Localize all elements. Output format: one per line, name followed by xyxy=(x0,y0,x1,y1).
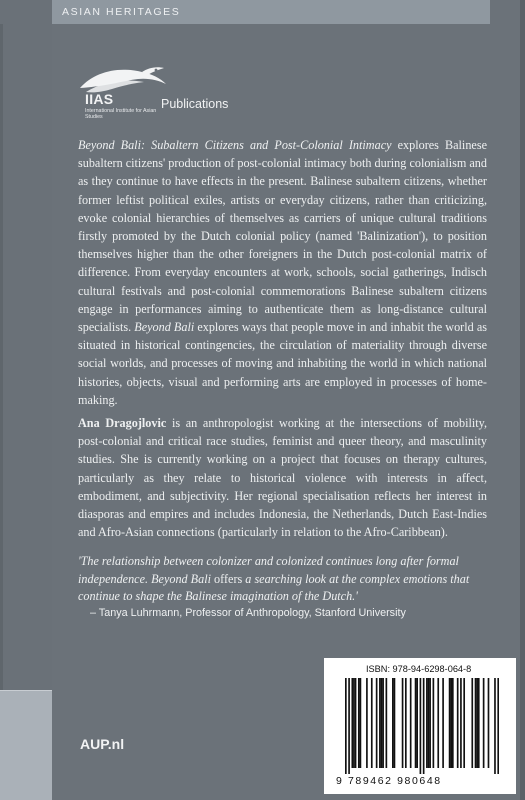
publications-label: Publications xyxy=(161,97,229,111)
cover-edge xyxy=(0,24,3,800)
barcode-bar xyxy=(497,678,499,774)
barcode-bar xyxy=(442,678,444,768)
quote-text-2: a searching look at the complex emotions that continue to shape the Balinese imagination of the Dutch.' xyxy=(78,571,470,604)
isbn-barcode xyxy=(345,678,499,774)
barcode-bar xyxy=(358,678,360,768)
barcode-bar xyxy=(483,678,485,768)
isbn-label: ISBN: 978-94-6298-064-8 xyxy=(366,664,472,674)
barcode-bar xyxy=(433,678,435,768)
barcode-bar xyxy=(402,678,404,768)
barcode-bar xyxy=(376,678,378,768)
blurb-text-1: explores Balinese subaltern citizens' production of post-colonial intimacy both during colonialism and as they continue to have effects in the present. Balinese subaltern citizens, whether former leftist political exiles, artists or everyday citizens, rather than criticizing, evoke colonial hierarchies of themselves as carriers of unique cultural traditions firstly promoted by the Dutch colonial policy (named 'Balinization'), to position themselves higher than the other foreigners in the Dutch post-colonial matrix of difference. From everyday encounters at work, schools, social gatherings, Indisch cultural festivals and post-colonial commemorations Balinese subaltern citizens engage in performances aiming to authenticate them as long-distance cultural specialists. xyxy=(78,138,487,335)
quote-attribution: – Tanya Luhrmann, Professor of Anthropology, Stanford University xyxy=(90,607,406,619)
barcode-bar xyxy=(382,678,384,768)
barcode-bar xyxy=(345,678,347,774)
barcode-bar xyxy=(478,678,480,768)
author-name: Ana Dragojlovic xyxy=(78,416,167,430)
barcode-bar xyxy=(428,678,430,768)
iias-logo xyxy=(78,62,228,124)
barcode-bar xyxy=(394,678,396,768)
book-title-short: Beyond Bali xyxy=(134,320,195,335)
spine-strip xyxy=(0,0,52,800)
barcode-bar xyxy=(429,678,431,768)
barcode-bar xyxy=(386,678,388,768)
quote-upright: offers xyxy=(214,571,243,586)
barcode-bar xyxy=(371,678,373,768)
barcode-bar xyxy=(437,678,439,768)
barcode-bar xyxy=(379,678,381,768)
barcode-bar xyxy=(348,678,350,774)
cover-right-edge xyxy=(520,0,525,800)
barcode-bar xyxy=(463,678,465,768)
spine-color-block xyxy=(0,690,52,800)
barcode-bar xyxy=(381,678,383,768)
barcode-bar xyxy=(426,678,428,768)
barcode-digits: 9 789462 980648 xyxy=(336,775,442,787)
barcode-bar xyxy=(488,678,490,768)
barcode-bar xyxy=(457,678,459,768)
barcode-bar xyxy=(475,678,477,768)
publisher-url[interactable]: AUP.nl xyxy=(80,736,125,752)
barcode-bar xyxy=(353,678,355,768)
series-label: ASIAN HERITAGES xyxy=(62,6,181,18)
barcode-bar xyxy=(416,678,418,768)
barcode-bar xyxy=(450,678,452,768)
barcode-bar xyxy=(366,678,368,768)
quote-text-1: 'The relationship between colonizer and colonized continues long after formal independence. Beyond Bali xyxy=(78,554,459,586)
barcode-bar xyxy=(476,678,478,768)
blurb-text-2: explores ways that people move in and inhabit the world as situated in historical contingencies, the circulation of materiality through diverse social worlds, and processes of moving and inhabiting the world in which national histories, objects, visual and performing arts are employed in processes of home-making. xyxy=(78,320,487,407)
logo-subtitle: International Institute for Asian Studies xyxy=(85,108,157,121)
barcode-bar xyxy=(494,678,496,774)
author-bio-text: is an anthropologist working at the intersections of mobility, post-colonial and critical race studies, feminist and queer theory, and masculinity studies. She is currently working on a project that focuses on therapy cultures, particularly as they relate to historical violence with interests in affect, embodiment, and subjectivity. Her regional specialisation reflects her interest in diasporas and empires and includes Indonesia, the Netherlands, Dutch East-Indies and Afro-Asian connections (particularly in relation to the Afro-Caribbean). xyxy=(78,416,488,540)
barcode-bar xyxy=(410,678,412,768)
endorsement-quote xyxy=(78,553,487,606)
barcode-bar xyxy=(460,678,462,768)
author-bio xyxy=(78,414,487,541)
barcode-bar xyxy=(449,678,451,768)
barcode-bar xyxy=(423,678,425,774)
barcode-bar xyxy=(355,678,357,768)
book-blurb xyxy=(78,136,487,409)
barcode-bar xyxy=(360,678,362,768)
book-title: Beyond Bali: Subaltern Citizens and Post-Colonial Intimacy xyxy=(78,138,392,152)
logo-mark: IIAS xyxy=(85,91,114,107)
barcode-bar xyxy=(471,678,473,768)
barcode-bar xyxy=(351,678,353,768)
barcode-bar xyxy=(392,678,394,768)
barcode-bar xyxy=(415,678,417,768)
barcode-bar xyxy=(452,678,454,768)
barcode-bar xyxy=(405,678,407,768)
barcode-bar xyxy=(420,678,422,774)
